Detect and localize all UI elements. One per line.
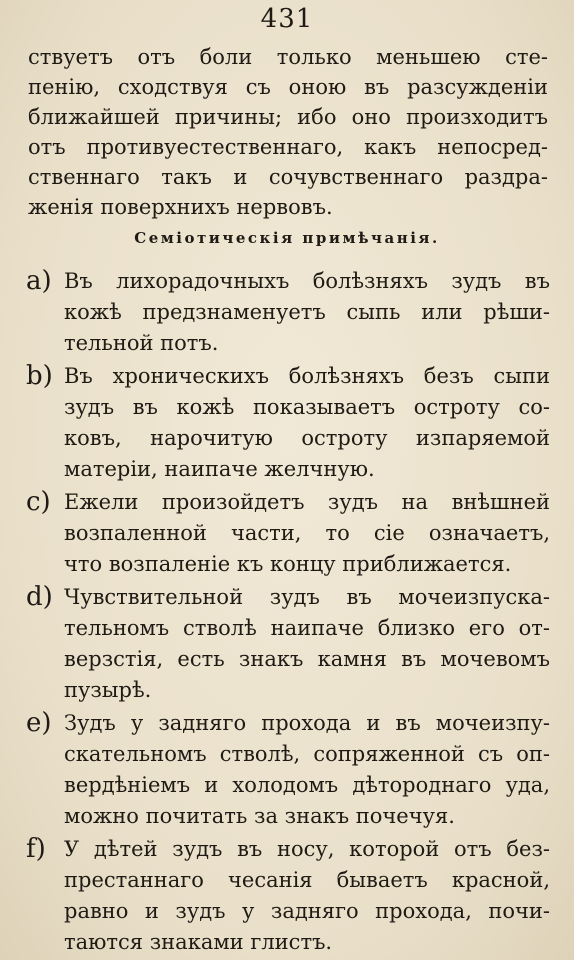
- note-marker: b): [26, 361, 53, 391]
- section-heading: Семіотическія примѣчанія.: [134, 229, 440, 247]
- text-line: отъ противуестественнаго, какъ непосред-: [28, 135, 548, 159]
- note-a: [24, 266, 550, 359]
- text-line: вердѣніемъ и холодомъ дѣтороднаго уда,: [64, 773, 550, 797]
- note-marker: c): [26, 487, 51, 517]
- text-line: равно и зудъ у задняго прохода, почи-: [64, 899, 550, 923]
- intro-paragraph: [28, 42, 548, 222]
- note-e: [24, 708, 550, 832]
- text-line: пузырѣ.: [64, 678, 152, 702]
- text-line: престаннаго чесанія бываетъ красной,: [64, 868, 550, 892]
- text-line: ковъ, нарочитую остроту изпаряемой: [64, 426, 550, 450]
- notes-list: [24, 266, 550, 960]
- text-line: пенію, сходствуя съ оною въ разсужденіи: [28, 75, 548, 99]
- note-f: [24, 834, 550, 958]
- text-line: таются знаками глистъ.: [64, 930, 333, 954]
- text-line: Чувствительной зудъ въ мочеизпуска-: [64, 585, 550, 609]
- text-line: Въ хроническихъ болѣзняхъ безъ сыпи: [64, 364, 550, 388]
- text-line: Въ лихорадочныхъ болѣзняхъ зудъ въ: [64, 269, 550, 293]
- text-line: женія поверхнихъ нервовъ.: [28, 195, 333, 219]
- text-line: скательномъ стволѣ, сопряженной съ оп-: [64, 742, 550, 766]
- text-line: можно почитать за знакъ почечуя.: [64, 804, 455, 828]
- text-line: У дѣтей зудъ въ носу, которой отъ без-: [64, 837, 550, 861]
- text-line: ствуетъ отъ боли только меньшею сте-: [28, 45, 548, 69]
- text-line: зудъ въ кожѣ показываетъ остроту со-: [64, 395, 550, 419]
- page-number: 431: [260, 4, 314, 34]
- text-line: тельной потъ.: [64, 331, 219, 355]
- note-d: [24, 582, 550, 706]
- text-line: кожѣ предзнаменуетъ сыпь или рѣши-: [64, 300, 550, 324]
- text-line: возпаленной части, то сіе означаетъ,: [64, 521, 550, 545]
- note-b: [24, 361, 550, 485]
- text-line: Зудъ у задняго прохода и въ мочеизпу-: [64, 711, 550, 735]
- note-marker: a): [26, 266, 52, 296]
- text-line: тельномъ стволѣ наипаче близко его от-: [64, 616, 550, 640]
- text-line: ственнаго такъ и сочувственнаго раздра-: [28, 165, 548, 189]
- text-line: верзстія, есть знакъ камня въ мочевомъ: [64, 647, 550, 671]
- note-marker: e): [26, 708, 52, 738]
- text-line: Ежели произойдетъ зудъ на внѣшней: [64, 490, 550, 514]
- text-line: матеріи, наипаче желчную.: [64, 457, 375, 481]
- note-marker: d): [26, 582, 53, 612]
- text-line: ближайшей причины; ибо оно произходитъ: [28, 105, 548, 129]
- note-marker: f): [26, 834, 46, 864]
- note-c: [24, 487, 550, 580]
- text-line: что возпаленіе къ концу приближается.: [64, 552, 512, 576]
